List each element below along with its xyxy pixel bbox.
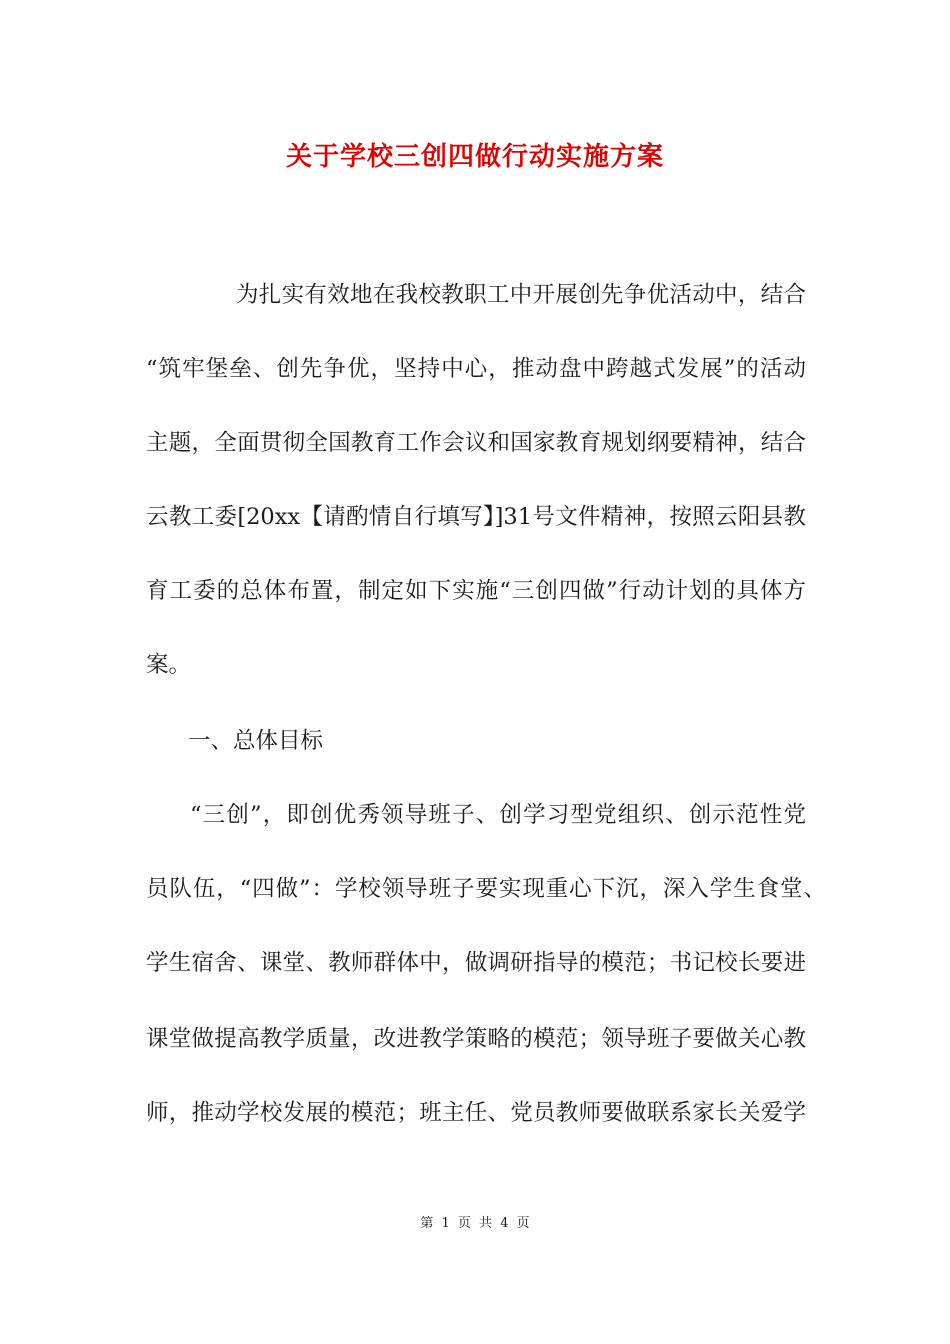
paragraph-line: 员队伍，“四做”：学校领导班子要实现重心下沉，深入学生食堂、 bbox=[146, 876, 826, 902]
paragraph-line: “筑牢堡垒、创先争优，坚持中心，推动盘中跨越式发展”的活动 bbox=[146, 356, 806, 382]
paragraph-line: 云教工委[20xx【请酌情自行填写】]31号文件精神，按照云阳县教 bbox=[146, 504, 806, 530]
paragraph-line: 主题，全面贯彻全国教育工作会议和国家教育规划纲要精神，结合 bbox=[146, 430, 806, 456]
paragraph-line: 课堂做提高教学质量，改进教学策略的模范；领导班子要做关心教 bbox=[146, 1026, 806, 1052]
page-footer: 第 1 页 共 4 页 bbox=[420, 1216, 530, 1231]
paragraph-line: 案。 bbox=[146, 652, 192, 678]
paragraph-line: “三创”，即创优秀领导班子、创学习型党组织、创示范性党 bbox=[190, 802, 806, 828]
paragraph-line: 育工委的总体布置，制定如下实施“三创四做”行动计划的具体方 bbox=[146, 578, 806, 604]
section-heading: 一、总体目标 bbox=[188, 728, 324, 754]
paragraph-line: 为扎实有效地在我校教职工中开展创先争优活动中，结合 bbox=[236, 282, 806, 308]
paragraph-line: 学生宿舍、课堂、教师群体中，做调研指导的模范；书记校长要进 bbox=[146, 950, 806, 976]
document-title: 关于学校三创四做行动实施方案 bbox=[285, 142, 664, 172]
paragraph-line: 师，推动学校发展的模范；班主任、党员教师要做联系家长关爱学 bbox=[146, 1100, 806, 1126]
